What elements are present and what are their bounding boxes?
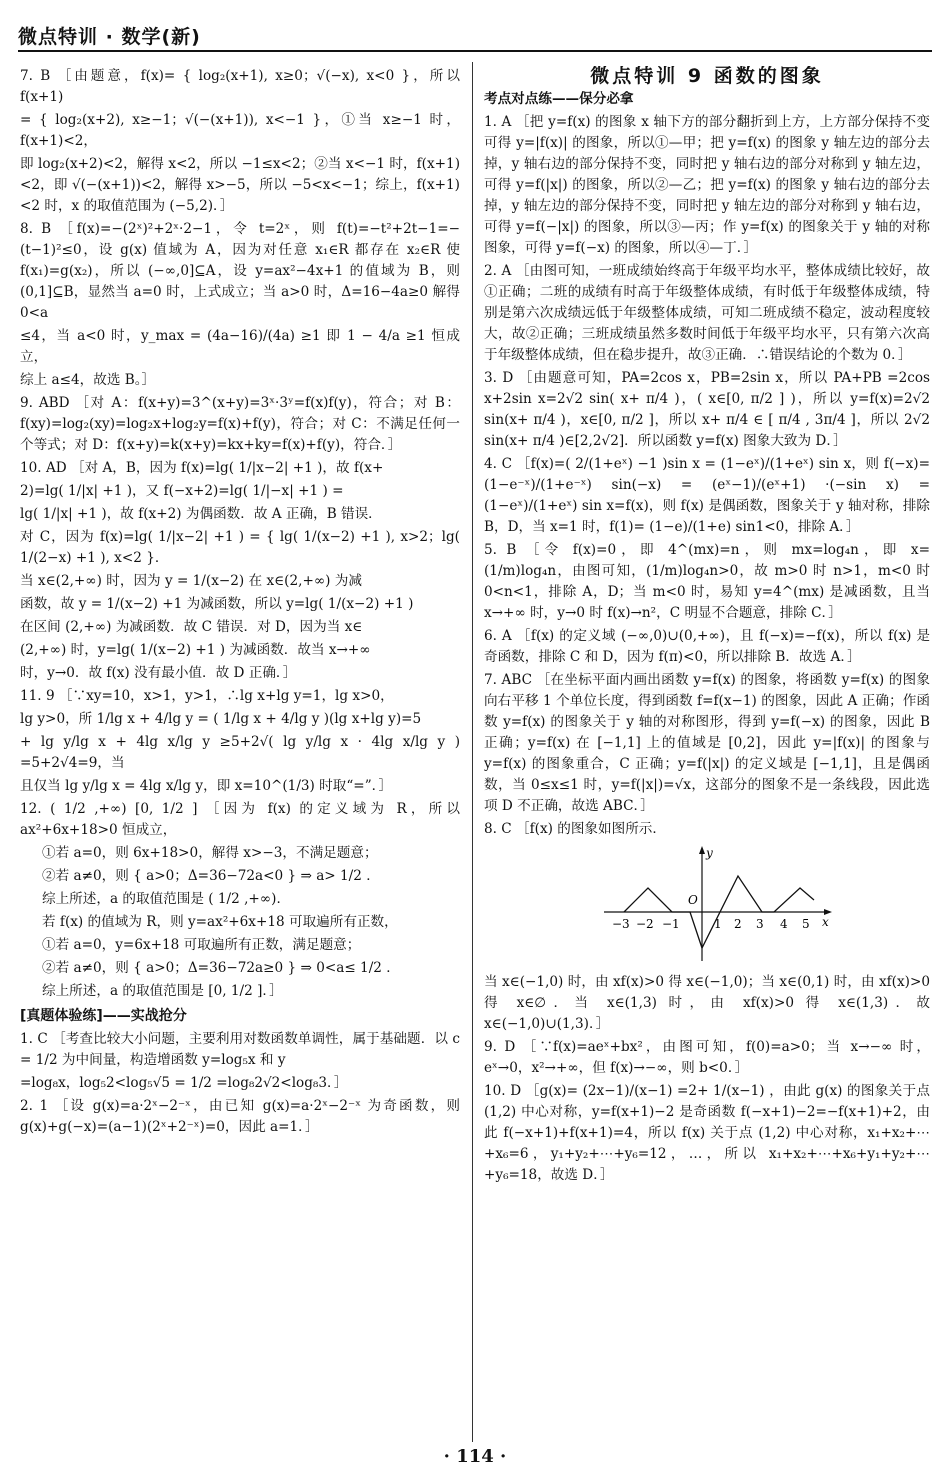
answer-paragraph: 10. AD ［对 A，B，因为 f(x)=lg( 1/|x−2| +1 )，故 f(x+ [20,460,384,476]
right-column [484,66,930,1456]
answer-paragraph: 6. A ［f(x) 的定义域 (−∞,0)∪(0,+∞)，且 f(−x)=−f(x)，所以 f(x) 是奇函数，排除 C 和 D，因为 f(π)<0，所以排除 B．故选 A．］ [484,628,930,665]
tick-label: −1 [662,917,680,931]
answer-paragraph: 4. C ［f(x)=( 2/(1+eˣ) −1 )sin x = (1−eˣ)/(1+eˣ) sin x，则 f(−x)= (1−e⁻ˣ)/(1+e⁻ˣ) sin(−x) = (eˣ−1)/(eˣ+1) ·(−sin x) = (1−eˣ)/(1+eˣ) sin x=f(x)，则 f(x) 是偶函数，图象关于 y 轴对称，排除 B，D，当 x=1 时，f(1)= (1−e)/(1+e) sin1<0，排除 A．］ [484,456,930,535]
answer-paragraph: lg y>0，所 1/lg x + 4/lg y = ( 1/lg x + 4/lg y )(lg x+lg y)=5 [20,711,422,727]
answer-paragraph: 7. B ［由题意，f(x)= { log₂(x+1), x≥0；√(−x), x<0 }，所以 f(x+1) [20,68,460,105]
answer-paragraph: 10. D ［g(x)= (2x−1)/(x−1) =2+ 1/(x−1) ，由此 g(x) 的图象关于点 (1,2) 中心对称，y=f(x+1)−2 是奇函数 f(−x+1)−2=−f(x+1)+2，由此 f(−x+1)+f(x+1)=4，所以 f(x) 关于点 (1,2) 中心对称，x₁+x₂+⋯+x₆=6，y₁+y₂+⋯+y₆=12，…，所以 x₁+x₂+⋯+x₆+y₁+y₂+⋯+y₆=18，故选 D．］ [484,1083,930,1183]
answer-paragraph: 2. 1 ［设 g(x)=a·2ˣ−2⁻ˣ，由已知 g(x)=a·2ˣ−2⁻ˣ 为奇函数，则 g(x)+g(−x)=(a−1)(2ˣ+2⁻ˣ)=0，因此 a=1．］ [20,1098,460,1135]
answer-paragraph: = { log₂(x+2), x≥−1；√(−(x+1)), x<−1 }，①当 x≥−1 时，f(x+1)<2， [20,112,460,149]
tick-label: −3 [612,917,630,931]
answer-paragraph: 对 C，因为 f(x)=lg( 1/|x−2| +1 ) = { lg( 1/(x−2) +1 ), x>2；lg( 1/(2−x) +1 ), x<2 }． [20,529,460,566]
answer-paragraph: ①若 a=0，则 6x+18>0，解得 x>−3，不满足题意； [42,845,378,861]
answers-before-graph [484,112,930,840]
answer-paragraph: + lg y/lg x + 4lg x/lg y ≥5+2√( lg y/lg x · 4lg x/lg y ) =5+2√4=9，当 [20,734,460,771]
section-subtitle: 考点对点练——保分必拿 [484,91,634,107]
answer-paragraph: ①若 a=0，y=6x+18 可取遍所有正数，满足题意； [42,937,361,953]
x-axis-label: x [822,915,829,929]
y-axis-label: y [706,846,713,860]
answer-paragraph: =log₈x，log₅2<log₅√5 = 1/2 =log₈2√2<log₈3．］ [20,1075,348,1091]
answer-paragraph: ≤4，当 a<0 时，y_max = (4a−16)/(4a) ≥1 即 1 − 4/a ≥1 恒成立， [20,328,460,365]
answer-paragraph: 综上所述，a 的取值范围是 [0, 1/2 ]．］ [42,983,283,999]
answer-paragraph: 1. C ［考查比较大小问题，主要利用对数函数单调性，属于基础题．以 c = 1/2 为中间量，构造增函数 y=log₅x 和 y [20,1031,460,1068]
answer-paragraph: 1. A ［把 y=f(x) 的图象 x 轴下方的部分翻折到上方，上方部分保持不变可得 y=|f(x)| 的图象，所以①—甲；把 y=f(x) 的图象 y 轴左边的部分去掉，y 轴右边的部分保持不变，同时把 y 轴右边的部分对称到 y 轴左边，可得 y=f(|x|) 的图象，所以②—乙；把 y=f(x) 的图象 y 轴右边的部分去掉，y 轴左边的部分保持不变，同时把 y 轴左边的部分对称到 y 轴右边，可得 y=f(−|x|) 的图象，所以③—丙；作 y=f(x) 的图象关于 y 轴的对称图象，可得 y=f(−x) 的图象，所以④—丁．］ [484,114,930,256]
header-rule [18,50,932,52]
answer-paragraph: ②若 a≠0，则 { a>0；Δ=36−72a<0 } ⇒ a> 1/2 ． [42,868,380,884]
answer-paragraph: 5. B ［令 f(x)=0，即 4^(mx)=n，则 mx=log₄n，即 x= (1/m)log₄n，由图可知，(1/m)log₄n>0，故 m>0 时 n>1，m<0 时 0<n<1，排除 A，D；当 m<0 时，易知 y=4^(mx) 是减函数，且当 x→+∞ 时，y→0 时 f(x)→n²，C 明显不合题意，排除 C．］ [484,542,930,621]
answer-paragraph: lg( 1/|x| +1 )，故 f(x+2) 为偶函数．故 A 正确，B 错误． [20,506,382,522]
answer-paragraph: ②若 a≠0，则 { a>0；Δ=36−72a≥0 } ⇒ 0<a≤ 1/2 ． [42,960,400,976]
answer-paragraph: 8. B ［f(x)=−(2ˣ)²+2ˣ·2−1，令 t=2ˣ，则 f(t)=−t²+2t−1=−(t−1)²≤0，设 g(x) 值域为 A，因为对任意 x₁∈R 都存在 x₂∈R 使 f(x₁)=g(x₂)，所以 (−∞,0]⊆A，设 y=ax²−4x+1 的值域为 B，则 (0,1]⊆B，显然当 a=0 时，上式成立；当 a>0 时，Δ=16−4a≥0 解得 0<a [20,221,460,321]
answer-paragraph: 11. 9 ［∵xy=10，x>1，y>1，∴lg x+lg y=1，lg x>0， [20,688,394,704]
answer-paragraph: 9. ABD ［对 A：f(x+y)=3^(x+y)=3ˣ·3ʸ=f(x)f(y)，符合；对 B：f(xy)=log₂(xy)=log₂x+log₂y=f(x)+f(y)，符合；对 C：不满足任何一个等式；对 D：f(x+y)=k(x+y)=kx+ky=f(x)+f(y)，符合．］ [20,395,460,453]
tick-label: −2 [636,917,654,931]
tick-label: 4 [780,917,788,931]
answer-paragraph: 2)=lg( 1/|x| +1 )，又 f(−x+2)=lg( 1/|−x| +1 ) = [20,483,344,499]
answer-paragraph: 9. D ［∵f(x)=aeˣ+bx²，由图可知，f(0)=a>0；当 x→−∞ 时，eˣ→0，x²→+∞，但 f(x)→−∞，则 b<0．］ [484,1039,930,1076]
answer-paragraph: 当 x∈(2,+∞) 时，因为 y = 1/(x−2) 在 x∈(2,+∞) 为减 [20,573,362,589]
running-header: 微点特训 · 数学(新) [18,26,201,48]
page-number: · 114 · [443,1446,507,1467]
tick-label: 3 [756,917,764,931]
answer-paragraph: 8. C ［f(x) 的图象如图所示． [484,821,666,837]
answer-paragraph: 综上 a≤4，故选 B。］ [20,372,156,388]
answers-after-graph [484,972,930,1186]
answer-paragraph: 当 x∈(−1,0) 时，由 xf(x)>0 得 x∈(−1,0)；当 x∈(0,1) 时，由 xf(x)>0 得 x∈∅．当 x∈(1,3) 时，由 xf(x)>0 得 x∈(1,3)．故 x∈(−1,0)∪(1,3)．］ [484,974,930,1032]
answer-paragraph: 且仅当 lg y/lg x = 4lg x/lg y，即 x=10^(1/3) 时取“=”．］ [20,778,393,794]
origin-label: O [688,893,698,907]
tick-label: 1 [714,917,722,931]
function-graph [604,846,834,966]
answer-paragraph: 在区间 (2,+∞) 为减函数．故 C 错误．对 D，因为当 x∈ [20,619,363,635]
answer-paragraph: 函数，故 y = 1/(x−2) +1 为减函数，所以 y=lg( 1/(x−2) +1 ) [20,596,414,612]
answer-paragraph: 3. D ［由题意可知，PA=2cos x，PB=2sin x，所以 PA+PB =2cos x+2sin x=2√2 sin( x+ π/4 )，( x∈[0, π/2 ] )，所以 y=f(x)=2√2 sin(x+ π/4 )，x∈[0, π/2 ]，所以 x+ π/4 ∈ [ π/4 , 3π/4 ]，所以 2√2 sin(x+ π/4 )∈[2,2√2]．所以函数 y=f(x) 图象大致为 D．］ [484,370,930,449]
answer-paragraph: 7. ABC ［在坐标平面内画出函数 y=f(x) 的图象，将函数 y=f(x) 的图象向右平移 1 个单位长度，得到函数 f=f(x−1) 的图象，因此 A 正确；作函数 y=f(x) 的图象关于 y 轴的对称图形，得到 y=f(−x) 的图象，因此 B 正确；y=f(x) 在 [−1,1] 上的值域是 [0,2]，因此 y=|f(x)| 的图象与 y=f(x) 的图象重合，C 正确；y=f(|x|) 的定义域是 [−1,1]，且是偶函数，当 0≤x≤1 时，y=f(|x|)=√x，这部分的图象不是一条线段，因此选项 D 不正确，故选 ABC．］ [484,672,930,814]
answer-paragraph: 2. A ［由图可知，一班成绩始终高于年级平均水平，整体成绩比较好，故①正确；二班的成绩有时高于年级整体成绩，有时低于年级整体成绩，特别是第六次成绩远低于年级整体成绩，可知二班成绩不稳定，波动程度较大，故②正确；三班成绩虽然多数时间低于年级平均水平，只有第六次高于年级整体成绩，但在稳步提升，故③正确．∴错误结论的个数为 0．］ [484,263,930,363]
section-title: 微点特训 9 函数的图象 [590,66,824,87]
answer-paragraph: 12. ( 1/2 ,+∞) [0, 1/2 ] ［因为 f(x) 的定义域为 R，所以 ax²+6x+18>0 恒成立， [20,801,460,838]
column-divider [472,62,473,1442]
answer-paragraph: 综上所述，a 的取值范围是 ( 1/2 ,+∞)． [42,891,291,907]
tick-label: 2 [734,917,742,931]
answer-paragraph: 即 log₂(x+2)<2，解得 x<2，所以 −1≤x<2；②当 x<−1 时，f(x+1)<2，即 √(−(x+1))<2，解得 x>−5，所以 −5<x<−1；综上，f(x+1)<2 时，x 的取值范围为 (−5,2)．］ [20,156,460,214]
answer-paragraph: 若 f(x) 的值域为 R，则 y=ax²+6x+18 可取遍所有正数， [42,914,398,930]
tick-label: 5 [802,917,810,931]
section-heading: [真题体验练]——实战抢分 [20,1008,187,1024]
answer-paragraph: (2,+∞) 时，y=lg( 1/(x−2) +1 ) 为减函数．故当 x→+∞ [20,642,371,658]
answer-paragraph: 时，y→0．故 f(x) 没有最小值．故 D 正确．］ [20,665,297,681]
y-axis-arrow [699,846,705,854]
left-column [20,66,460,1456]
